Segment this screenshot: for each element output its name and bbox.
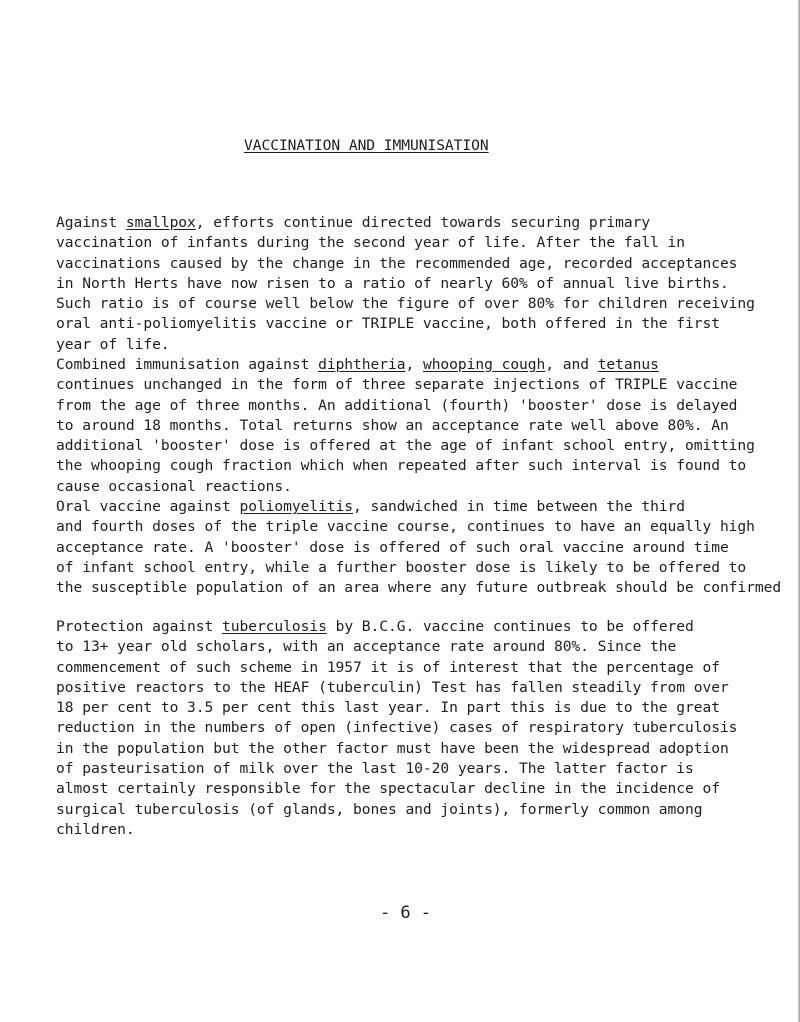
paragraph-line — [56, 779, 737, 799]
paragraph-line — [56, 678, 737, 698]
underlined-term: smallpox — [125, 214, 196, 231]
text-run: oral anti-poliomyelitis vaccine or TRIPLE vaccine, both offered in the first — [56, 315, 720, 333]
text-run: in the population but the other factor must have been the widespread adoption — [56, 739, 729, 757]
text-run: and fourth doses of the triple vaccine course, continues to have an equally high — [56, 518, 755, 536]
text-run: reduction in the numbers of open (infective) cases of respiratory tuberculosis — [56, 719, 738, 737]
page-number: - 6 - — [380, 903, 431, 923]
paragraph-combined-immunisation — [56, 355, 755, 497]
paragraph-line — [56, 800, 737, 820]
paragraph-line — [56, 497, 781, 517]
paragraph-line — [56, 456, 755, 476]
underlined-term: poliomyelitis — [239, 498, 354, 515]
text-run: children. — [56, 820, 135, 838]
text-run: of infant school entry, while a further booster dose is likely to be offered to — [56, 558, 747, 576]
paragraph-line — [56, 739, 737, 759]
text-run: in North Herts have now risen to a ratio of nearly 60% of annual live births. — [56, 274, 729, 292]
text-run: to 13+ year old scholars, with an acceptance rate around 80%. Since the — [56, 638, 677, 656]
text-run: cause occasional reactions. — [56, 477, 292, 495]
paragraph-line — [56, 416, 755, 436]
paragraph-line — [56, 658, 737, 678]
text-run: Oral vaccine against — [56, 498, 240, 515]
page-title: VACCINATION AND IMMUNISATION — [244, 137, 489, 154]
underlined-term: tetanus — [597, 356, 659, 373]
text-run: positive reactors to the HEAF (tuberculin) Test has fallen steadily from over — [56, 678, 729, 696]
paragraph-line — [56, 698, 737, 718]
paragraph-line — [56, 436, 755, 456]
paragraph-line — [56, 578, 781, 598]
paragraph-line — [56, 254, 755, 274]
text-run: the susceptible population of an area where any future outbreak should be confirmed — [56, 579, 782, 597]
paragraph-line — [56, 375, 755, 395]
text-run: the whooping cough fraction which when repeated after such interval is found to — [56, 457, 747, 475]
text-run: by B.C.G. vaccine continues to be offered — [326, 618, 694, 635]
text-run: year of life. — [56, 335, 170, 353]
text-run: , sandwiched in time between the third — [353, 498, 686, 515]
paragraph-line — [56, 718, 737, 738]
text-run: 18 per cent to 3.5 per cent this last year. In part this is due to the great — [56, 699, 720, 717]
paragraph-line — [56, 538, 781, 558]
paragraph-line — [56, 355, 755, 375]
text-run: Combined immunisation against — [56, 356, 319, 373]
paragraph-line — [56, 294, 755, 314]
paragraph-tuberculosis — [56, 617, 737, 840]
underlined-term: diphtheria — [318, 356, 406, 373]
text-run: acceptance rate. A 'booster' dose is offered of such oral vaccine around time — [56, 538, 729, 556]
text-run: to around 18 months. Total returns show an acceptance rate well above 80%. An — [56, 416, 729, 434]
text-run: Against — [56, 214, 126, 231]
text-run: commencement of such scheme in 1957 it is of interest that the percentage of — [56, 658, 720, 676]
paragraph-poliomyelitis — [56, 497, 781, 598]
paragraph-line — [56, 233, 755, 253]
paragraph-line — [56, 274, 755, 294]
text-run: , — [405, 356, 423, 373]
text-run: from the age of three months. An additional (fourth) 'booster' dose is delayed — [56, 396, 738, 414]
text-run: additional 'booster' dose is offered at the age of infant school entry, omitting — [56, 437, 755, 455]
paragraph-line — [56, 314, 755, 334]
paragraph-line — [56, 477, 755, 497]
paragraph-smallpox — [56, 213, 755, 355]
text-run: of pasteurisation of milk over the last 10-20 years. The latter factor is — [56, 760, 694, 778]
text-run: Protection against — [56, 618, 222, 635]
paragraph-line — [56, 759, 737, 779]
text-run: continues unchanged in the form of three separate injections of TRIPLE vaccine — [56, 376, 738, 394]
text-run: almost certainly responsible for the spectacular decline in the incidence of — [56, 780, 720, 798]
paragraph-line — [56, 335, 755, 355]
text-run: vaccination of infants during the second year of life. After the fall in — [56, 234, 686, 252]
underlined-term: whooping cough — [422, 356, 546, 373]
text-run: surgical tuberculosis (of glands, bones and joints), formerly common among — [56, 800, 703, 818]
paragraph-line — [56, 396, 755, 416]
underlined-term: tuberculosis — [222, 618, 327, 635]
text-run: vaccinations caused by the change in the recommended age, recorded acceptances — [56, 254, 738, 272]
paragraph-line — [56, 820, 737, 840]
text-run: , and — [545, 356, 598, 373]
paragraph-line — [56, 637, 737, 657]
paragraph-line — [56, 517, 781, 537]
text-run: Such ratio is of course well below the figure of over 80% for children receiving — [56, 295, 755, 313]
paragraph-line — [56, 558, 781, 578]
paragraph-line — [56, 617, 737, 637]
text-run: , efforts continue directed towards securing primary — [195, 214, 651, 231]
paragraph-line — [56, 213, 755, 233]
